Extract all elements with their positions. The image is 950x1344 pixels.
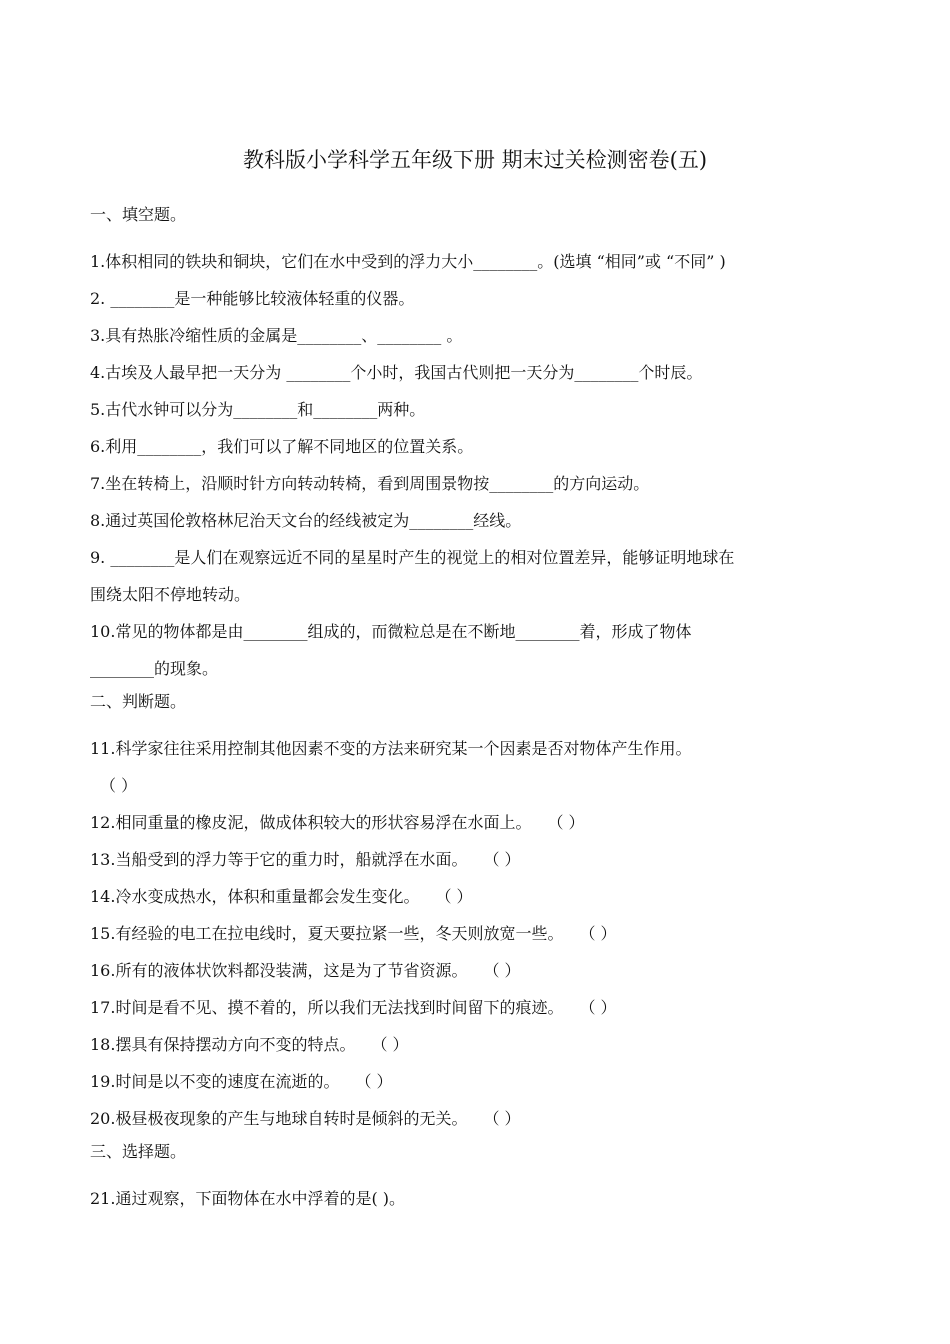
question-10: 10.常见的物体都是由________组成的，而微粒总是在不断地________着，形成了物体 xyxy=(90,622,692,641)
question-6: 6.利用________，我们可以了解不同地区的位置关系。 xyxy=(90,437,474,456)
question-10-continued: ________的现象。 xyxy=(90,659,219,678)
question-9: 9. ________是人们在观察远近不同的星星时产生的视觉上的相对位置差异，能够证明地球在 xyxy=(90,548,735,567)
question-17: 17.时间是看不见、摸不着的，所以我们无法找到时间留下的痕迹。 （ ） xyxy=(90,998,617,1017)
question-13: 13.当船受到的浮力等于它的重力时，船就浮在水面。 （ ） xyxy=(90,850,521,869)
question-11-answer-paren: （ ） xyxy=(100,776,138,795)
question-4: 4.古埃及人最早把一天分为 ________个小时，我国古代则把一天分为________个时辰。 xyxy=(90,363,703,382)
question-18: 18.摆具有保持摆动方向不变的特点。 （ ） xyxy=(90,1035,409,1054)
question-3: 3.具有热胀冷缩性质的金属是________、________ 。 xyxy=(90,326,463,345)
question-20: 20.极昼极夜现象的产生与地球自转时是倾斜的无关。 （ ） xyxy=(90,1109,521,1128)
question-21: 21.通过观察，下面物体在水中浮着的是( )。 xyxy=(90,1189,406,1208)
section-heading-fill-blank: 一、填空题。 xyxy=(90,205,187,224)
section-heading-multiple-choice: 三、选择题。 xyxy=(90,1142,187,1161)
question-19: 19.时间是以不变的速度在流逝的。 （ ） xyxy=(90,1072,393,1091)
exam-content xyxy=(90,200,870,1217)
question-14: 14.冷水变成热水，体积和重量都会发生变化。 （ ） xyxy=(90,887,473,906)
page-title: 教科版小学科学五年级下册 期末过关检测密卷(五) xyxy=(242,148,708,172)
question-2: 2. ________是一种能够比较液体轻重的仪器。 xyxy=(90,289,415,308)
question-1: 1.体积相同的铁块和铜块，它们在水中受到的浮力大小________。(选填 “相同”或 “不同” ) xyxy=(90,252,726,271)
question-5: 5.古代水钟可以分为________和________两种。 xyxy=(90,400,426,419)
section-heading-true-false: 二、判断题。 xyxy=(90,692,187,711)
question-15: 15.有经验的电工在拉电线时，夏天要拉紧一些，冬天则放宽一些。 （ ） xyxy=(90,924,617,943)
question-9-continued: 围绕太阳不停地转动。 xyxy=(90,585,251,604)
question-7: 7.坐在转椅上，沿顺时针方向转动转椅，看到周围景物按________的方向运动。 xyxy=(90,474,650,493)
question-8: 8.通过英国伦敦格林尼治天文台的经线被定为________经线。 xyxy=(90,511,522,530)
question-16: 16.所有的液体状饮料都没装满，这是为了节省资源。 （ ） xyxy=(90,961,521,980)
question-11: 11.科学家往往采用控制其他因素不变的方法来研究某一个因素是否对物体产生作用。 xyxy=(90,739,692,758)
question-12: 12.相同重量的橡皮泥，做成体积较大的形状容易浮在水面上。 （ ） xyxy=(90,813,585,832)
